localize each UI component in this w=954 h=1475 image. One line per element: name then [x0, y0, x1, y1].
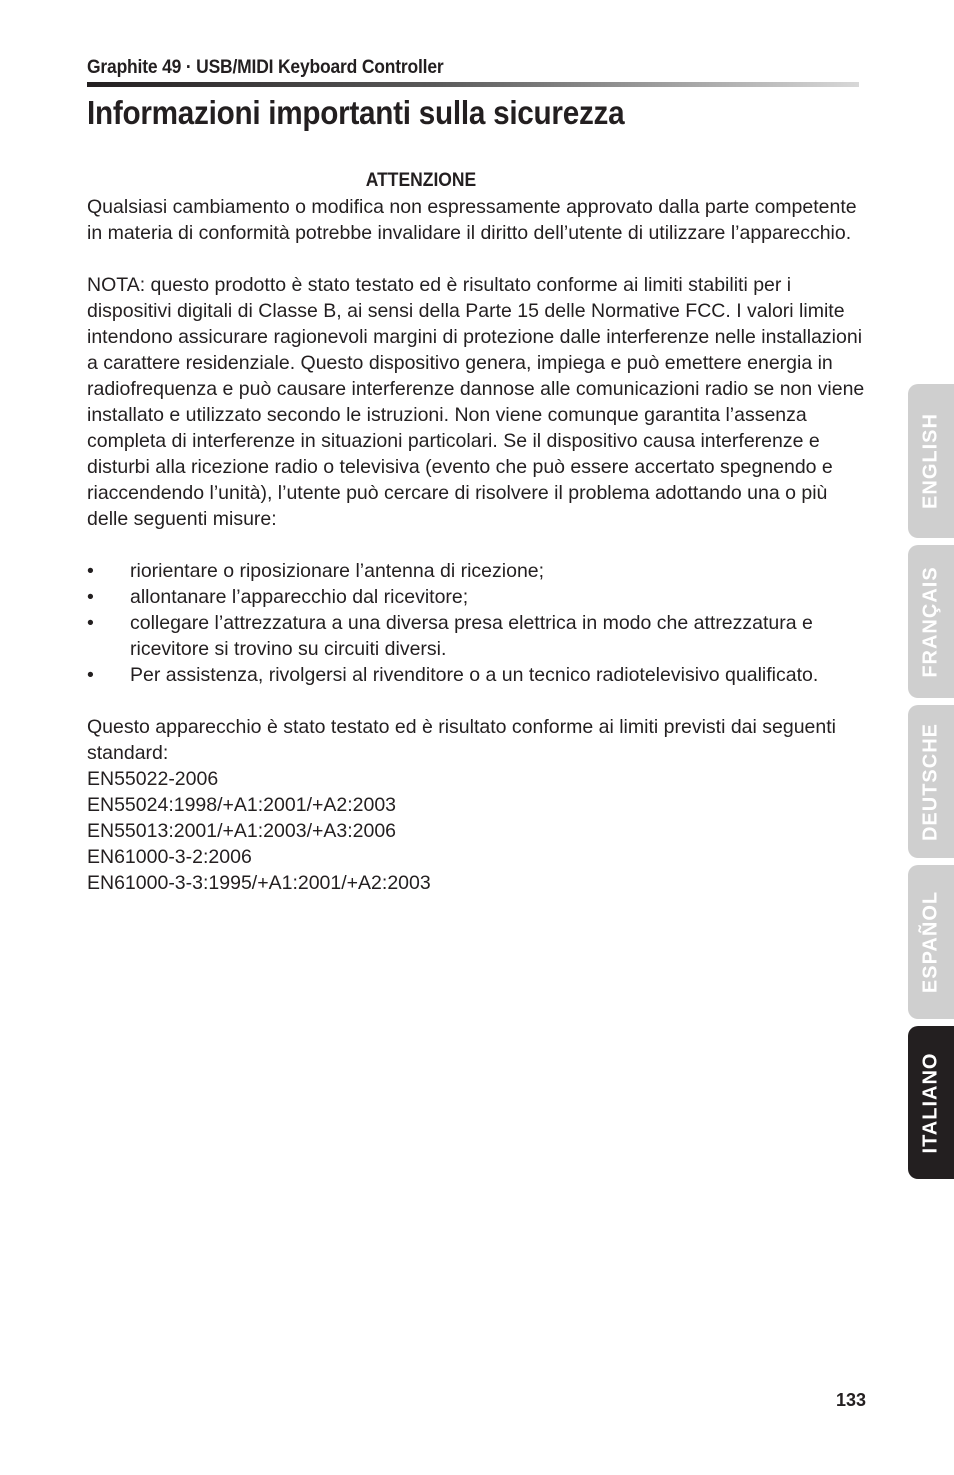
page-title: Informazioni importanti sulla sicurezza — [87, 94, 625, 131]
bullet-icon: • — [87, 612, 94, 634]
fcc-note: NOTA: questo prodotto è stato testato ed è risultato conforme ai limiti stabiliti per i dispositivi digitali di Classe B, ai sensi della Parte 15 delle Normative FCC. I valori limite intendono assicurare ragionevoli margini di protezione dalle interferenze nelle installazioni a carattere residenziale. Questo dispositivo genera, impiega e può emettere energia in radiofrequenza e può causare interferenze dannose alle comunicazioni radio se non viene installato e utilizzato secondo le istruzioni. Non viene comunque garantita l’assenza completa di interferenze in situazioni particolari. Se il dispositivo causa interferenze e disturbi alla ricezione radio o televisiva (evento che può essere accertato spegnendo e riaccendendo l’unità), l’utente può cercare di risolvere il problema adottando una o più delle seguenti misure: — [87, 274, 865, 530]
list-item-text: Per assistenza, rivolgersi al rivenditore o a un tecnico radiotelevisivo qualificato. — [130, 664, 819, 686]
tab-english[interactable] — [908, 384, 954, 538]
standard-item: EN61000-3-3:1995/+A1:2001/+A2:2003 — [87, 872, 431, 894]
list-item-text: riorientare o riposizionare l’antenna di ricezione; — [130, 560, 545, 582]
standard-item: EN55022-2006 — [87, 768, 219, 790]
list-item-text: allontanare l’apparecchio dal ricevitore; — [130, 586, 469, 608]
standards-intro: Questo apparecchio è stato testato ed è risultato conforme ai limiti previsti dai seguenti standard: — [87, 716, 836, 764]
tab-label: ITALIANO — [919, 1052, 942, 1153]
list-item — [87, 610, 867, 662]
bullet-icon: • — [87, 560, 94, 582]
tab-label: ENGLISH — [919, 413, 942, 509]
page-number: 133 — [836, 1390, 867, 1410]
bullet-icon: • — [87, 664, 94, 686]
tab-label: FRANÇAIS — [919, 565, 942, 678]
bullet-icon: • — [87, 586, 94, 608]
language-tabs — [908, 0, 954, 1475]
tab-francais[interactable] — [908, 545, 954, 698]
main-content — [87, 168, 867, 896]
list-item-text: collegare l’attrezzatura a una diversa presa elettrica in modo che attrezzatura e ricevitore si trovino su circuiti diversi. — [130, 612, 813, 660]
running-header: Graphite 49 · USB/MIDI Keyboard Controller — [87, 57, 444, 78]
tab-espanol[interactable] — [908, 865, 954, 1019]
standard-item: EN61000-3-2:2006 — [87, 846, 252, 868]
list-item — [87, 584, 867, 610]
list-item — [87, 558, 867, 584]
tab-label: ESPAÑOL — [919, 890, 942, 994]
tab-italiano[interactable] — [908, 1026, 954, 1179]
standard-item: EN55024:1998/+A1:2001/+A2:2003 — [87, 794, 397, 816]
list-item — [87, 662, 867, 688]
measures-list — [87, 558, 867, 688]
standard-item: EN55013:2001/+A1:2003/+A3:2006 — [87, 820, 397, 842]
warning-text: Qualsiasi cambiamento o modifica non espressamente approvato dalla parte competente in materia di conformità potrebbe invalidare il diritto dell’utente di utilizzare l’apparecchio. — [87, 196, 857, 244]
standards-list — [87, 766, 867, 896]
warning-heading: ATTENZIONE — [365, 170, 477, 191]
tab-label: DEUTSCHE — [919, 722, 942, 841]
header-rule — [87, 82, 859, 87]
tab-deutsche[interactable] — [908, 705, 954, 858]
